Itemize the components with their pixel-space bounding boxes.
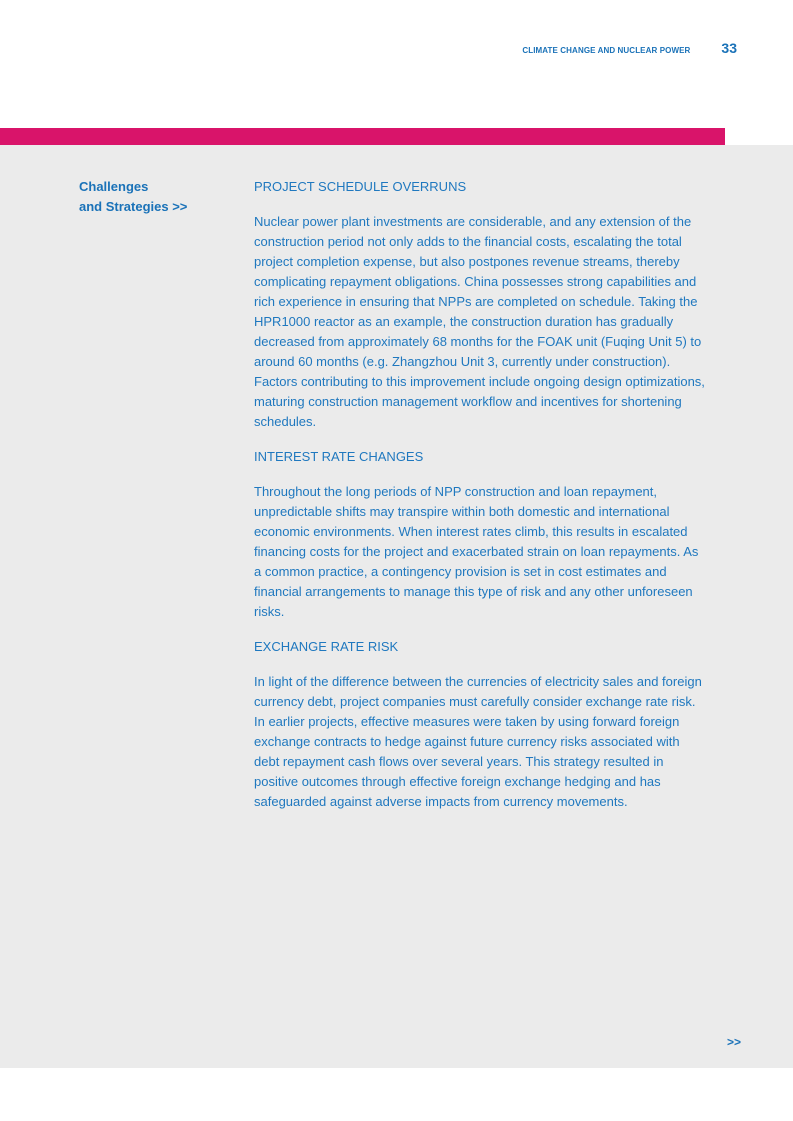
accent-bar xyxy=(0,128,725,145)
next-page-arrow[interactable]: >> xyxy=(726,1035,741,1049)
paragraph-interest-rate-changes: Throughout the long periods of NPP construction and loan repayment, unpredictable shifts may transpire within both domestic and international economic environments. When interest rates climb, this results in escalated financing costs for the project and exacerbated strain on loan repayments. As a common practice, a contingency provision is set in cost estimates and financial arrangements to manage this type of risk and any other unforeseen risks. xyxy=(254,484,699,619)
heading-exchange-rate-risk: EXCHANGE RATE RISK xyxy=(254,639,399,654)
section-label xyxy=(79,177,239,217)
heading-project-schedule-overruns: PROJECT SCHEDULE OVERRUNS xyxy=(254,179,467,194)
paragraph-project-schedule-overruns: Nuclear power plant investments are considerable, and any extension of the construction period not only adds to the financial costs, escalating the total project completion expense, but also postpones revenue streams, thereby complicating repayment obligations. China possesses strong capabilities and rich experience in ensuring that NPPs are completed on schedule. Taking the HPR1000 reactor as an example, the construction duration has gradually decreased from approximately 68 months for the FOAK unit (Fuqing Unit 5) to around 60 months (e.g. Zhangzhou Unit 3, currently under construction). Factors contributing to this improvement include ongoing design optimizations, maturing construction management workflow and incentives for shortening schedules. xyxy=(254,214,705,429)
article-body xyxy=(254,177,706,827)
running-title: CLIMATE CHANGE AND NUCLEAR POWER xyxy=(522,46,691,55)
section-label-line-2: and Strategies >> xyxy=(79,199,188,214)
paragraph-exchange-rate-risk: In light of the difference between the currencies of electricity sales and foreign currency debt, project companies must carefully consider exchange rate risk. In earlier projects, effective measures were taken by using forward foreign exchange contracts to hedge against future currency risks associated with debt repayment cash flows over several years. This strategy resulted in positive outcomes through effective foreign exchange hedging and has safeguarded against adverse impacts from currency movements. xyxy=(254,674,702,809)
page-number: 33 xyxy=(721,40,737,56)
page-header xyxy=(522,40,737,56)
section-label-line-1: Challenges xyxy=(79,179,149,194)
heading-interest-rate-changes: INTEREST RATE CHANGES xyxy=(254,449,424,464)
